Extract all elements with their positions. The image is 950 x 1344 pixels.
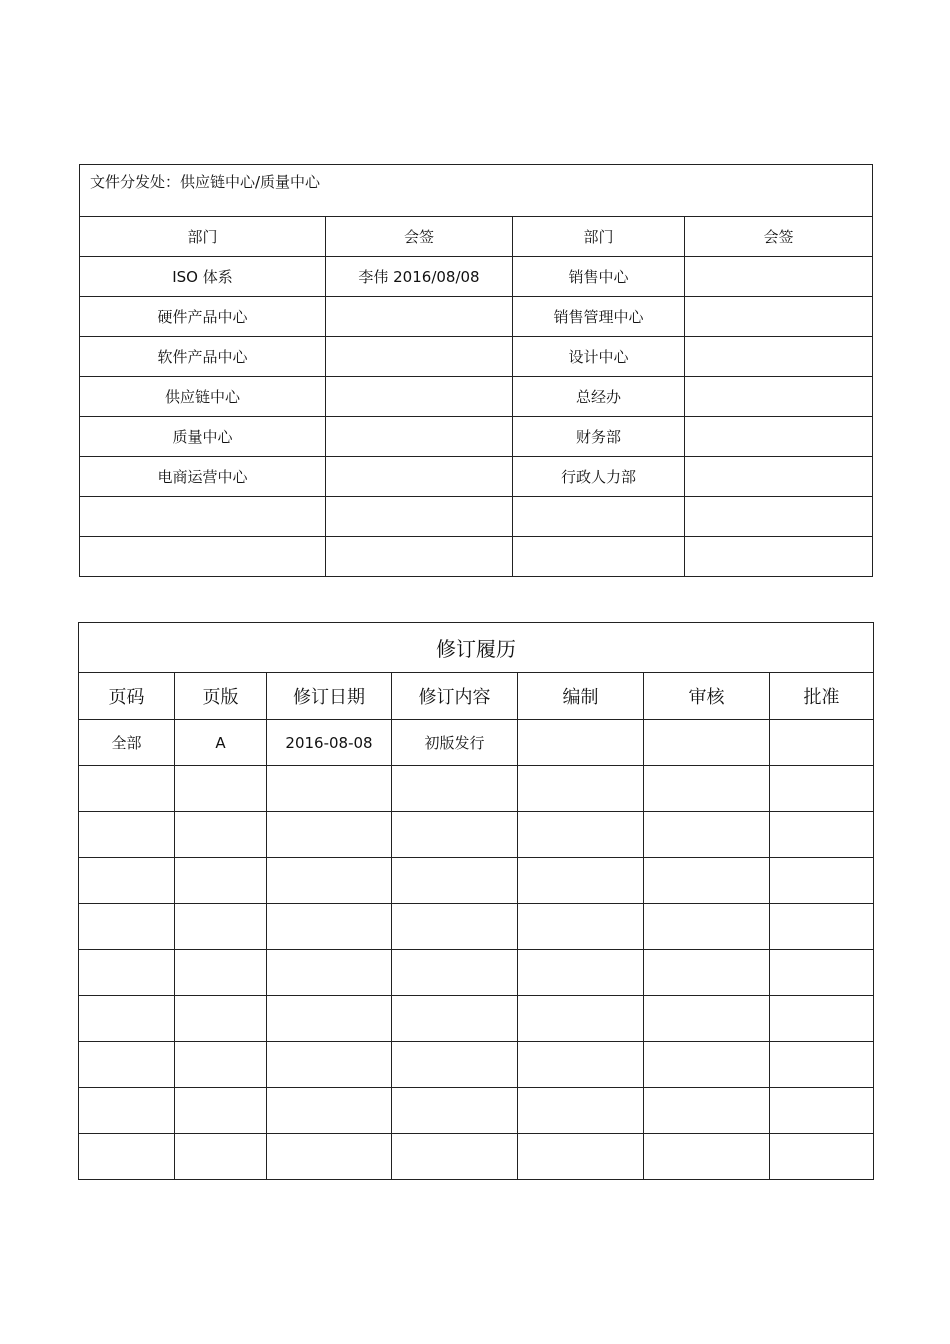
table-cell — [175, 858, 267, 904]
table-cell — [518, 1042, 644, 1088]
table-cell — [392, 858, 518, 904]
table-cell: 电商运营中心 — [80, 457, 326, 497]
table-cell — [267, 1134, 392, 1180]
table-cell: 硬件产品中心 — [80, 297, 326, 337]
table-cell — [518, 1088, 644, 1134]
table-cell — [267, 996, 392, 1042]
table-cell — [175, 1088, 267, 1134]
table-cell: 销售管理中心 — [513, 297, 685, 337]
table-row — [80, 297, 873, 337]
table-cell — [392, 1088, 518, 1134]
distribution-table — [79, 164, 873, 577]
table-cell — [685, 537, 873, 577]
table-cell: 初版发行 — [392, 720, 518, 766]
table-cell: 2016-08-08 — [267, 720, 392, 766]
table-cell — [175, 950, 267, 996]
table-cell — [644, 858, 770, 904]
table-cell — [770, 904, 874, 950]
table-cell — [518, 720, 644, 766]
table-cell — [79, 996, 175, 1042]
column-header-department: 部门 — [513, 217, 685, 257]
table-row — [79, 858, 874, 904]
table-cell — [79, 1042, 175, 1088]
revision-title: 修订履历 — [79, 623, 874, 673]
distribution-header-row — [80, 165, 873, 217]
table-cell — [685, 337, 873, 377]
table-cell — [644, 812, 770, 858]
table-cell — [267, 950, 392, 996]
table-row — [79, 950, 874, 996]
table-cell — [770, 812, 874, 858]
table-cell — [644, 904, 770, 950]
table-row — [80, 257, 873, 297]
table-cell — [392, 996, 518, 1042]
table-cell: 设计中心 — [513, 337, 685, 377]
table-cell — [267, 812, 392, 858]
column-header-page: 页码 — [79, 673, 175, 720]
table-cell — [770, 1134, 874, 1180]
table-cell — [770, 720, 874, 766]
table-row — [79, 766, 874, 812]
table-cell: 质量中心 — [80, 417, 326, 457]
table-cell: 行政人力部 — [513, 457, 685, 497]
table-cell — [326, 337, 513, 377]
table-row — [79, 812, 874, 858]
table-cell — [685, 417, 873, 457]
table-cell — [392, 904, 518, 950]
column-header-reviewed-by: 审核 — [644, 673, 770, 720]
table-cell — [644, 996, 770, 1042]
table-cell — [685, 497, 873, 537]
table-cell — [392, 1134, 518, 1180]
table-row — [80, 337, 873, 377]
table-cell — [685, 377, 873, 417]
table-cell — [79, 858, 175, 904]
table-cell — [644, 1134, 770, 1180]
table-cell — [326, 377, 513, 417]
table-cell — [518, 996, 644, 1042]
table-cell — [79, 1134, 175, 1180]
table-cell: 软件产品中心 — [80, 337, 326, 377]
table-cell — [518, 950, 644, 996]
table-cell — [685, 297, 873, 337]
table-cell: 总经办 — [513, 377, 685, 417]
table-cell — [770, 1042, 874, 1088]
table-cell: A — [175, 720, 267, 766]
table-cell — [685, 457, 873, 497]
table-cell — [267, 858, 392, 904]
table-cell — [518, 812, 644, 858]
revision-column-headers — [79, 673, 874, 720]
revision-title-row — [79, 623, 874, 673]
table-cell — [175, 1134, 267, 1180]
column-header-prepared-by: 编制 — [518, 673, 644, 720]
table-cell — [770, 996, 874, 1042]
table-cell: ISO 体系 — [80, 257, 326, 297]
table-row — [80, 497, 873, 537]
table-cell — [518, 766, 644, 812]
table-cell — [518, 1134, 644, 1180]
table-row — [80, 417, 873, 457]
table-cell — [770, 950, 874, 996]
table-cell — [644, 766, 770, 812]
table-row — [79, 1134, 874, 1180]
table-row — [79, 996, 874, 1042]
table-cell — [175, 812, 267, 858]
table-cell — [79, 950, 175, 996]
table-cell — [770, 1088, 874, 1134]
table-cell — [513, 537, 685, 577]
revision-history-table — [78, 622, 874, 1180]
table-cell — [80, 497, 326, 537]
table-cell — [175, 766, 267, 812]
table-cell — [79, 1088, 175, 1134]
column-header-signoff: 会签 — [326, 217, 513, 257]
table-cell — [392, 950, 518, 996]
table-cell — [644, 720, 770, 766]
table-cell — [644, 950, 770, 996]
table-row — [79, 1042, 874, 1088]
table-row — [80, 537, 873, 577]
table-cell — [267, 766, 392, 812]
table-cell — [513, 497, 685, 537]
column-header-approved-by: 批准 — [770, 673, 874, 720]
table-cell — [685, 257, 873, 297]
table-cell: 李伟 2016/08/08 — [326, 257, 513, 297]
table-cell — [644, 1088, 770, 1134]
column-header-revision-content: 修订内容 — [392, 673, 518, 720]
table-cell: 供应链中心 — [80, 377, 326, 417]
table-row — [79, 904, 874, 950]
column-header-revision-date: 修订日期 — [267, 673, 392, 720]
table-cell — [267, 1088, 392, 1134]
table-row — [80, 377, 873, 417]
table-cell — [326, 297, 513, 337]
table-cell — [770, 766, 874, 812]
table-row — [79, 720, 874, 766]
column-header-department: 部门 — [80, 217, 326, 257]
table-cell: 销售中心 — [513, 257, 685, 297]
table-cell — [392, 812, 518, 858]
table-cell — [644, 1042, 770, 1088]
column-header-version: 页版 — [175, 673, 267, 720]
table-cell — [518, 858, 644, 904]
table-cell — [392, 766, 518, 812]
table-cell — [175, 1042, 267, 1088]
table-cell: 财务部 — [513, 417, 685, 457]
table-row — [80, 457, 873, 497]
distribution-column-headers — [80, 217, 873, 257]
column-header-signoff: 会签 — [685, 217, 873, 257]
table-cell — [326, 457, 513, 497]
table-cell — [79, 904, 175, 950]
table-cell — [518, 904, 644, 950]
table-cell — [267, 904, 392, 950]
table-cell — [326, 497, 513, 537]
table-cell — [175, 996, 267, 1042]
table-row — [79, 1088, 874, 1134]
table-cell — [175, 904, 267, 950]
distribution-header: 文件分发处：供应链中心/质量中心 — [80, 165, 873, 217]
table-cell — [267, 1042, 392, 1088]
table-cell — [80, 537, 326, 577]
table-cell — [79, 812, 175, 858]
table-cell — [392, 1042, 518, 1088]
table-cell — [326, 537, 513, 577]
table-cell — [326, 417, 513, 457]
table-cell — [770, 858, 874, 904]
table-cell: 全部 — [79, 720, 175, 766]
table-cell — [79, 766, 175, 812]
